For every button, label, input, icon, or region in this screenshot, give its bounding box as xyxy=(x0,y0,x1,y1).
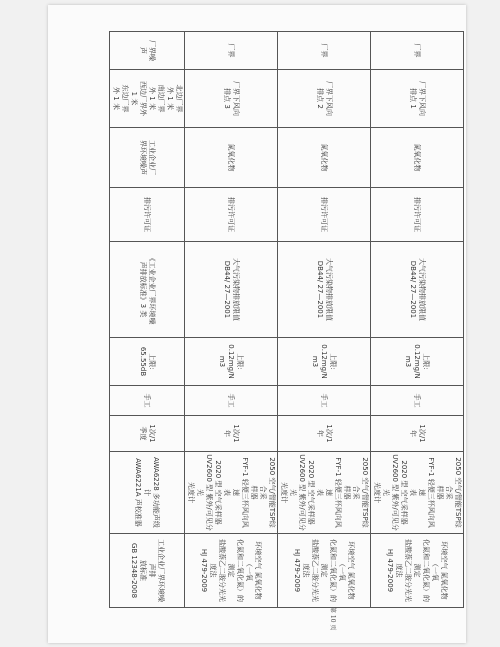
table-row xyxy=(185,32,278,608)
permit-cell: 排污许可证 xyxy=(371,188,464,242)
instrument-cell: 2050 空气/智能TSP综合采 样器 FYF-1 轻便三杯风向风速 表 2020 型 空气采样器 UV2600 型 紫外/可见分光 光度计 xyxy=(278,452,371,534)
standard-cell: 大气污染物排放限值 DB44/ 27—2001 xyxy=(185,242,278,338)
standard-cell: 大气污染物排放限值 DB44/ 27—2001 xyxy=(371,242,464,338)
frequency-cell: 1次/1 季度 xyxy=(110,416,185,452)
category-cell: 厂界 xyxy=(185,32,278,70)
instrument-cell: AWA6228 多功能声级计 AWA6221A 声校准器 xyxy=(110,452,185,534)
category-cell: 厂界噪 声 xyxy=(110,32,185,70)
rotated-table-wrapper xyxy=(114,31,464,607)
mode-cell: 手工 xyxy=(110,386,185,416)
monitoring-table xyxy=(109,31,464,608)
limit-cell: 上限: 0.12mg/N m3 xyxy=(278,338,371,386)
point-cell: 厂界下风向 排点 3 xyxy=(185,70,278,128)
permit-cell: 排污许可证 xyxy=(110,188,185,242)
category-cell: 厂界 xyxy=(371,32,464,70)
instrument-cell: 2050 空气/智能TSP综合采 样器 FYF-1 轻便三杯风向风速 表 2020 型 空气采样器 UV2600 型 紫外/可见分光 光度计 xyxy=(185,452,278,534)
standard-cell: 《工业企业厂界环境噪 声排放标准》3 类 xyxy=(110,242,185,338)
point-cell: 厂界下风向 排点 1 xyxy=(371,70,464,128)
limit-cell: 上限: 65.55dB xyxy=(110,338,185,386)
method-cell: 环境空气 氮氧化物（一氧 化氮和二氧化氮）的测定 盐酸萘乙二胺分光光度法 HJ 479-2009 xyxy=(185,534,278,608)
point-cell: 厂界下风向 排点 2 xyxy=(278,70,371,128)
item-cell: 氮氧化物 xyxy=(371,128,464,188)
standard-cell: 大气污染物排放限值 DB44/ 27—2001 xyxy=(278,242,371,338)
instrument-cell: 2050 空气/智能TSP综合采 样器 FYF-1 轻便三杯风向风速 表 2020 型 空气采样器 UV2600 型 紫外/可见分光 光度计 xyxy=(371,452,464,534)
point-cell: 北边厂界 外 1 米 南边厂界 外 1 米 西边厂界外 1 米 东边厂界 外 1 米 xyxy=(110,70,185,128)
limit-cell: 上限: 0.12mg/N m3 xyxy=(371,338,464,386)
frequency-cell: 1次/1 年 xyxy=(185,416,278,452)
method-cell: 环境空气 氮氧化物（一氧 化氮和二氧化氮）的测定 盐酸萘乙二胺分光光度法 HJ 479-2009 xyxy=(371,534,464,608)
frequency-cell: 1次/1 年 xyxy=(278,416,371,452)
frequency-cell: 1次/1 年 xyxy=(371,416,464,452)
mode-cell: 手工 xyxy=(371,386,464,416)
method-cell: 环境空气 氮氧化物（一氧 化氮和二氧化氮）的测定 盐酸萘乙二胺分光光度法 HJ 479-2009 xyxy=(278,534,371,608)
limit-cell: 上限: 0.12mg/N m3 xyxy=(185,338,278,386)
item-cell: 氮氧化物 xyxy=(278,128,371,188)
permit-cell: 排污许可证 xyxy=(185,188,278,242)
table-row xyxy=(278,32,371,608)
item-cell: 氮氧化物 xyxy=(185,128,278,188)
item-cell: 工业企业厂 界环境噪声 xyxy=(110,128,185,188)
category-cell: 厂界 xyxy=(278,32,371,70)
page-number: 第 10 页 xyxy=(329,607,336,631)
mode-cell: 手工 xyxy=(185,386,278,416)
table-row xyxy=(371,32,464,608)
permit-cell: 排污许可证 xyxy=(278,188,371,242)
method-cell: 工业企业厂界环境噪声排 放标准 GB 12348-2008 xyxy=(110,534,185,608)
mode-cell: 手工 xyxy=(278,386,371,416)
document-page xyxy=(48,5,466,643)
table-row xyxy=(110,32,185,608)
